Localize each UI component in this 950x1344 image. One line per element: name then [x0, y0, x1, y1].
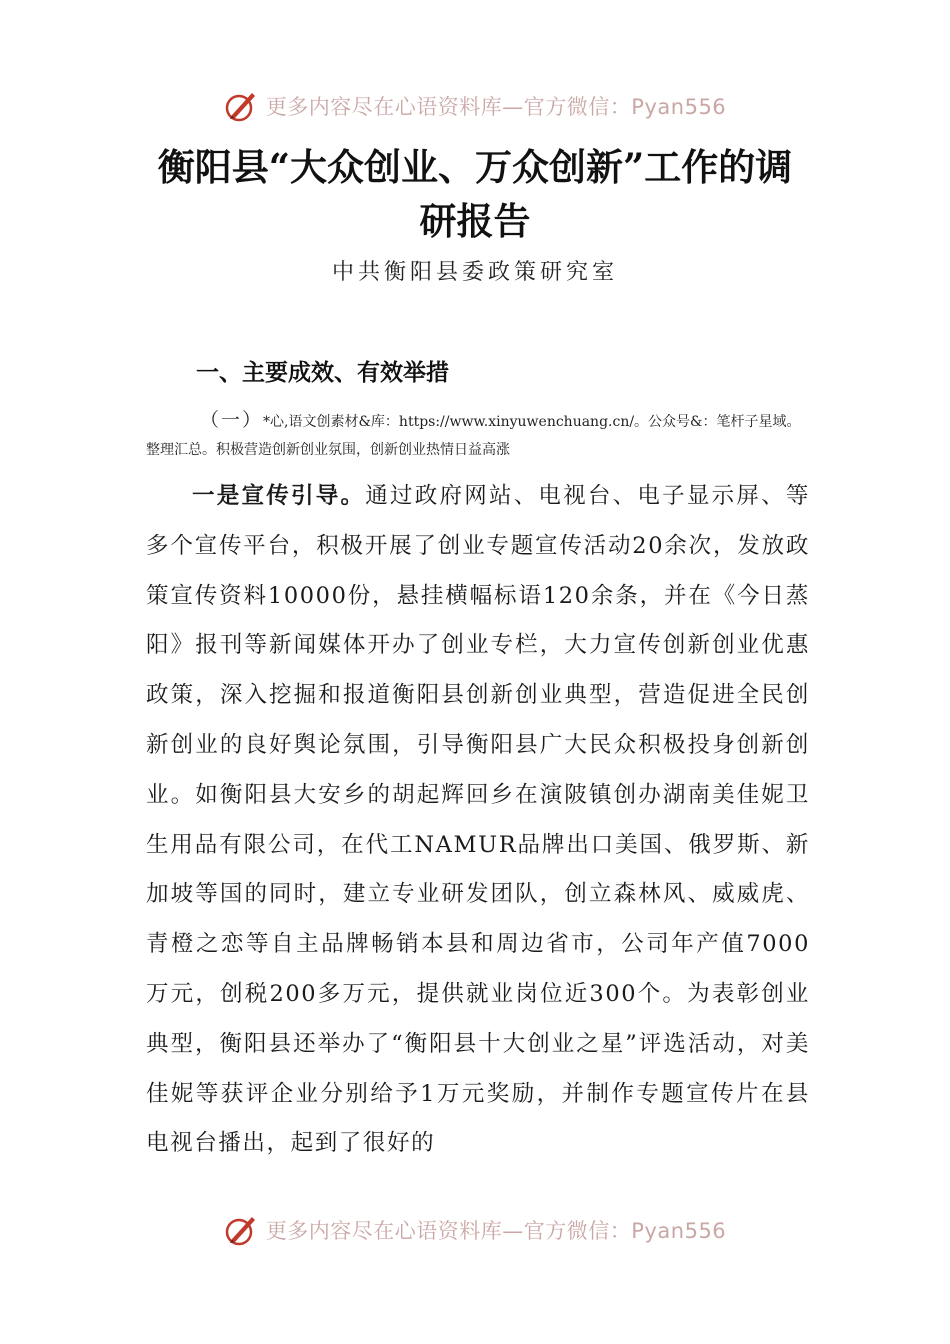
subsection-marker: （一） — [200, 409, 264, 431]
watermark-text: 更多内容尽在心语资料库—官方微信：Pyan556 — [265, 1219, 727, 1243]
document-title: 衡阳县“大众创业、万众创新”工作的调研报告 — [157, 145, 793, 243]
body-paragraph — [146, 472, 810, 1169]
watermark-header — [0, 86, 950, 126]
subsection-text: *心,语文创素材&库：https://www.xinyuwenchuang.cn/。公众号&：笔杆子星域。整理汇总。积极营造创新创业氛围，创新创业热情日益高涨 — [146, 414, 801, 458]
subsection-heading — [146, 406, 810, 464]
document-author: 中共衡阳县委政策研究室 — [331, 260, 618, 285]
pen-logo-icon — [224, 89, 258, 123]
pen-logo-icon — [224, 1213, 258, 1247]
watermark-footer — [0, 1210, 950, 1250]
paragraph-text: 通过政府网站、电视台、电子显示屏、等多个宣传平台，积极开展了创业专题宣传活动20余次，发放政策宣传资料10000份，悬挂横幅标语120余条，并在《今日蒸阳》报刊等新闻媒体开办了创业专栏，大力宣传创新创业优惠政策，深入挖掘和报道衡阳县创新创业典型，营造促进全民创新创业的良好舆论氛围，引导衡阳县广大民众积极投身创新创业。如衡阳县大安乡的胡起辉回乡在演陂镇创办湖南美佳妮卫生用品有限公司，在代工NAMUR品牌出口美国、俄罗斯、新加坡等国的同时，建立专业研发团队，创立森林风、威威虎、青橙之恋等自主品牌畅销本县和周边省市，公司年产值7000万元，创税200多万元，提供就业岗位近300个。为表彰创业典型，衡阳县还举办了“衡阳县十大创业之星”评选活动，对美佳妮等获评企业分别给予1万元奖励，并制作专题宣传片在县电视台播出，起到了很好的 — [146, 483, 810, 1157]
section-heading: 一、主要成效、有效举措 — [196, 360, 449, 386]
watermark-text: 更多内容尽在心语资料库—官方微信：Pyan556 — [265, 95, 727, 119]
paragraph-lead: 一是宣传引导。 — [192, 483, 366, 509]
